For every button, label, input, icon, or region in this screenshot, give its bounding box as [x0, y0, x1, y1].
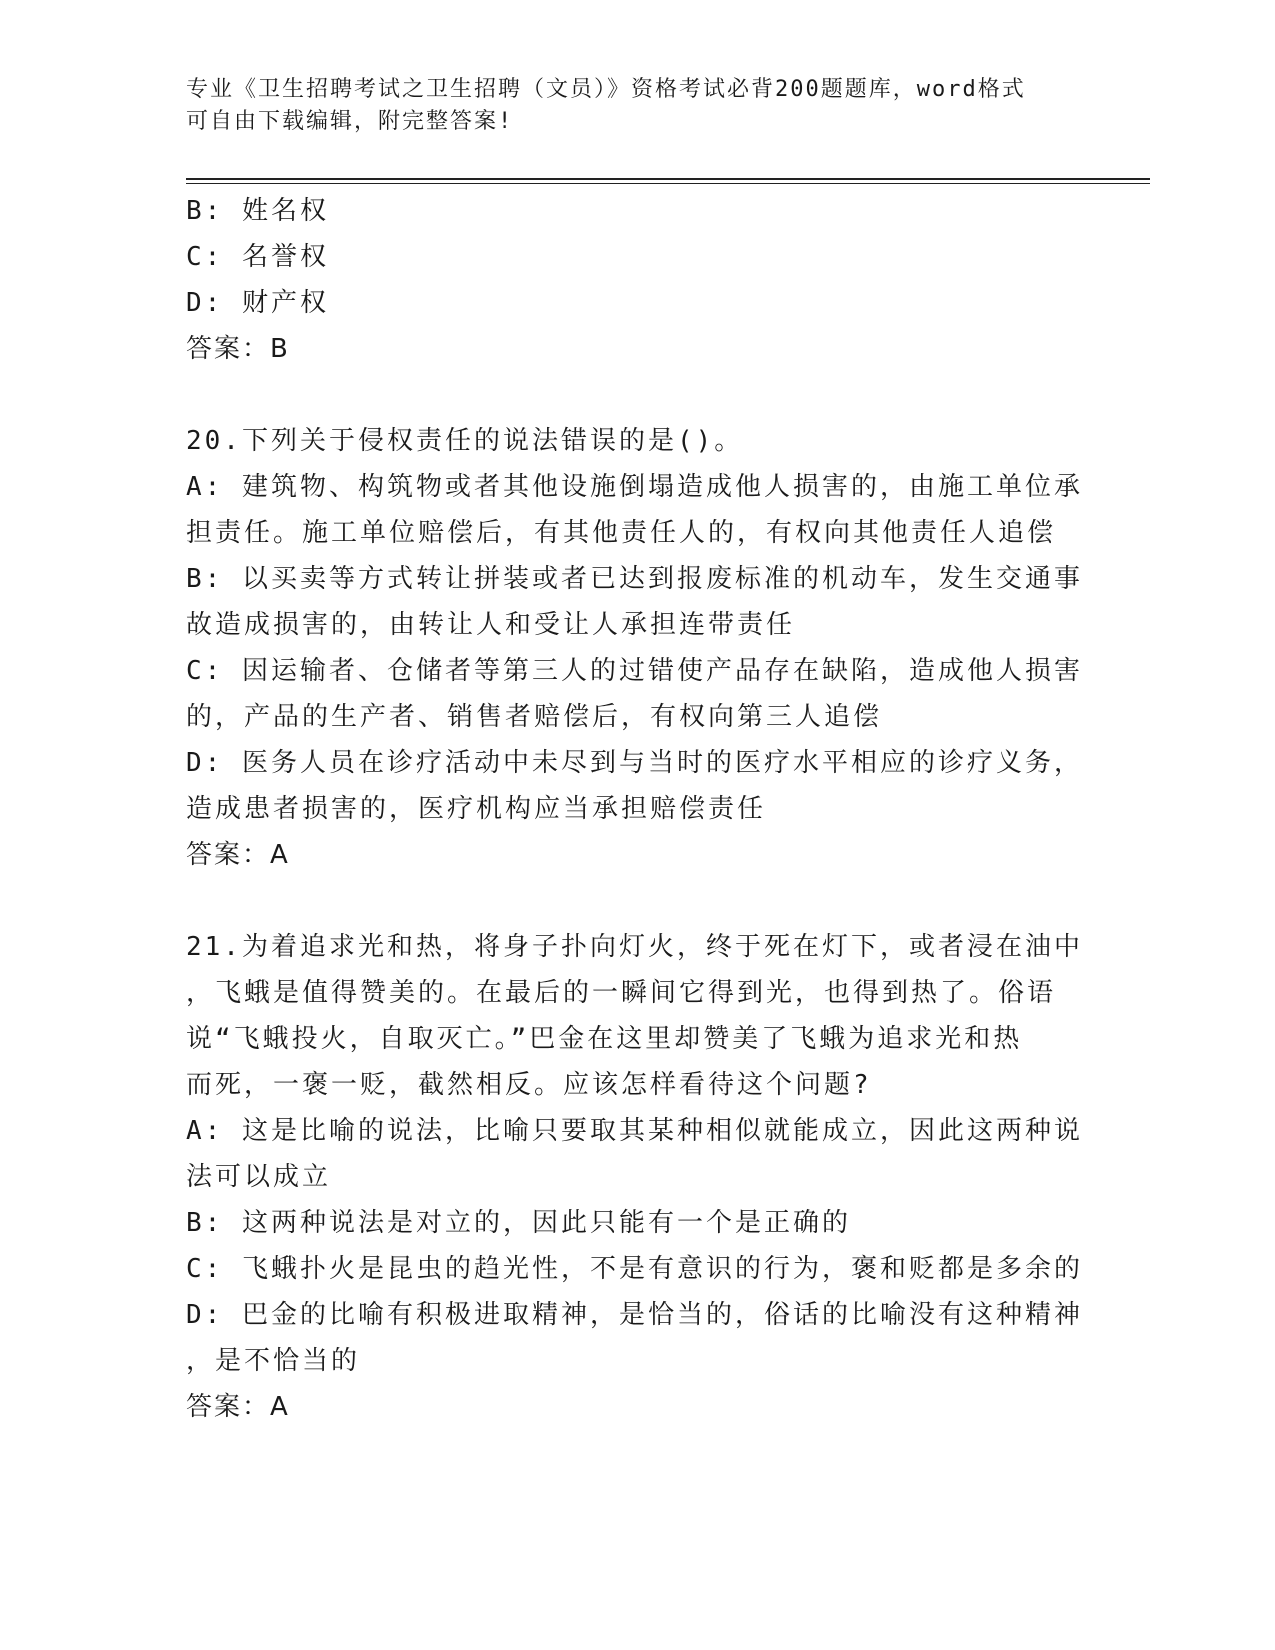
- header-divider-thin: [186, 183, 1150, 184]
- option-d: D: 巴金的比喻有积极进取精神，是恰当的，俗话的比喻没有这种精神: [186, 1300, 1083, 1330]
- question-20: [186, 418, 1083, 878]
- question-stem: 20.下列关于侵权责任的说法错误的是()。: [186, 426, 744, 456]
- option-d-continued: 造成患者损害的，医疗机构应当承担赔偿责任: [186, 794, 767, 824]
- option-c: C: 飞蛾扑火是昆虫的趋光性，不是有意识的行为，褒和贬都是多余的: [186, 1254, 1083, 1284]
- answer: 答案：B: [186, 334, 290, 364]
- question-21: [186, 924, 1083, 1430]
- question-stem-continued: ，飞蛾是值得赞美的。在最后的一瞬间它得到光，也得到热了。俗语: [186, 978, 1057, 1008]
- option-d: D: 医务人员在诊疗活动中未尽到与当时的医疗水平相应的诊疗义务，: [186, 748, 1083, 778]
- option-a-continued: 担责任。施工单位赔偿后，有其他责任人的，有权向其他责任人追偿: [186, 518, 1057, 548]
- option-b-continued: 故造成损害的，由转让人和受让人承担连带责任: [186, 610, 796, 640]
- question-stem-continued: 说“飞蛾投火，自取灭亡。”巴金在这里却赞美了飞蛾为追求光和热: [186, 1024, 1023, 1054]
- answer: 答案：A: [186, 1392, 290, 1422]
- option-d-continued: ，是不恰当的: [186, 1346, 361, 1376]
- option-c: C: 因运输者、仓储者等第三人的过错使产品存在缺陷，造成他人损害: [186, 656, 1083, 686]
- option-b: B: 以买卖等方式转让拼装或者已达到报废标准的机动车，发生交通事: [186, 564, 1083, 594]
- question-stem-continued: 而死，一褒一贬，截然相反。应该怎样看待这个问题?: [186, 1070, 872, 1100]
- spacer: [186, 372, 1066, 418]
- question-19-tail: [186, 188, 1066, 372]
- option-b: B: 姓名权: [186, 196, 329, 226]
- question-stem: 21.为着追求光和热，将身子扑向灯火，终于死在灯下，或者浸在油中: [186, 932, 1083, 962]
- option-a-continued: 法可以成立: [186, 1162, 332, 1192]
- document-body: [186, 188, 1083, 1430]
- spacer: [186, 878, 1066, 924]
- page-header: [186, 74, 1066, 138]
- option-d: D: 财产权: [186, 288, 329, 318]
- option-a: A: 这是比喻的说法，比喻只要取其某种相似就能成立，因此这两种说: [186, 1116, 1083, 1146]
- header-divider-thick: [186, 178, 1150, 180]
- option-a: A: 建筑物、构筑物或者其他设施倒塌造成他人损害的，由施工单位承: [186, 472, 1083, 502]
- option-c: C: 名誉权: [186, 242, 329, 272]
- answer: 答案：A: [186, 840, 290, 870]
- header-title-line-2: 可自由下载编辑，附完整答案!: [186, 109, 514, 134]
- header-title-line-1: 专业《卫生招聘考试之卫生招聘（文员）》资格考试必背200题题库，word格式: [186, 77, 1026, 102]
- option-b: B: 这两种说法是对立的，因此只能有一个是正确的: [186, 1208, 851, 1238]
- option-c-continued: 的，产品的生产者、销售者赔偿后，有权向第三人追偿: [186, 702, 883, 732]
